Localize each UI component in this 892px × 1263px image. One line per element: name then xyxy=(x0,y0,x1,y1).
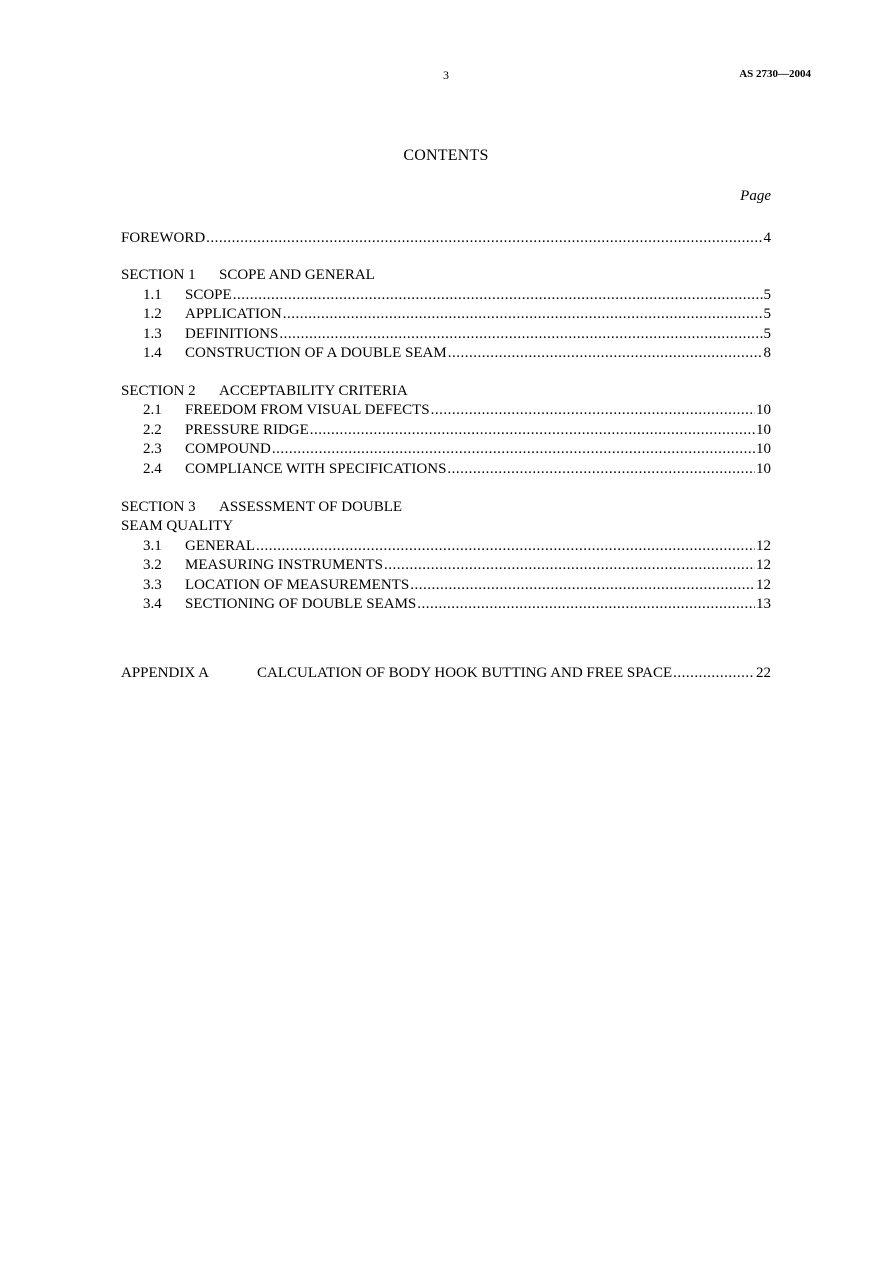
leader-dots xyxy=(384,555,755,575)
leader-dots xyxy=(431,400,755,420)
toc-entry-page: 22 xyxy=(756,665,771,681)
toc-entry-foreword[interactable] xyxy=(121,228,771,248)
toc-entry-label: DEFINITIONS xyxy=(185,326,279,342)
leader-dots xyxy=(417,594,755,614)
section-number: SECTION 2 xyxy=(121,383,196,399)
toc-entry-label: LOCATION OF MEASUREMENTS xyxy=(185,577,410,593)
toc-entry-label: PRESSURE RIDGE xyxy=(185,422,309,438)
toc-entry-label: COMPLIANCE WITH SPECIFICATIONS xyxy=(185,461,447,477)
section-title: ACCEPTABILITY CRITERIA xyxy=(219,383,408,399)
leader-dots xyxy=(673,663,755,683)
appendix-label: APPENDIX A xyxy=(121,665,209,681)
page-number: 3 xyxy=(443,68,449,82)
leader-dots xyxy=(272,439,755,459)
toc-entry-2-2[interactable] xyxy=(143,420,771,440)
toc-entry-3-4[interactable] xyxy=(143,594,771,614)
toc-entry-label: CALCULATION OF BODY HOOK BUTTING AND FREE SPACE xyxy=(257,665,673,681)
toc-entry-page: 10 xyxy=(756,441,771,457)
toc-entry-2-4[interactable] xyxy=(143,459,771,479)
toc-entry-3-2[interactable] xyxy=(143,555,771,575)
clause-number: 1.4 xyxy=(143,345,162,361)
contents-title: CONTENTS xyxy=(403,147,489,164)
clause-number: 3.3 xyxy=(143,577,162,593)
toc-entry-3-3[interactable] xyxy=(143,575,771,595)
toc-entry-page: 10 xyxy=(756,422,771,438)
clause-number: 1.1 xyxy=(143,287,162,303)
section-title: ASSESSMENT OF DOUBLE xyxy=(219,499,403,515)
clause-number: 3.2 xyxy=(143,557,162,573)
toc-entry-page: 8 xyxy=(763,345,771,361)
clause-number: 1.3 xyxy=(143,326,162,342)
clause-number: 1.2 xyxy=(143,306,162,322)
document-id: AS 2730—2004 xyxy=(739,68,811,80)
toc-entry-page: 5 xyxy=(763,287,771,303)
toc-entry-page: 12 xyxy=(756,557,771,573)
clause-number: 2.2 xyxy=(143,422,162,438)
section-number: SECTION 3 xyxy=(121,499,196,515)
clause-number: 3.4 xyxy=(143,596,162,612)
leader-dots xyxy=(279,324,762,344)
toc-entry-2-1[interactable] xyxy=(143,400,771,420)
toc-entry-1-4[interactable] xyxy=(143,343,771,363)
section-title-continued: SEAM QUALITY xyxy=(121,518,234,534)
leader-dots xyxy=(310,420,755,440)
leader-dots xyxy=(447,459,755,479)
toc-entry-page: 10 xyxy=(756,402,771,418)
clause-number: 2.1 xyxy=(143,402,162,418)
toc-entry-label: APPLICATION xyxy=(185,306,282,322)
toc-entry-label: MEASURING INSTRUMENTS xyxy=(185,557,383,573)
leader-dots xyxy=(448,343,763,363)
toc-entry-3-1[interactable] xyxy=(143,536,771,556)
clause-number: 3.1 xyxy=(143,538,162,554)
clause-number: 2.4 xyxy=(143,461,162,477)
section-heading-3-line2 xyxy=(121,516,233,536)
leader-dots xyxy=(410,575,755,595)
toc-entry-label: COMPOUND xyxy=(185,441,271,457)
toc-entry-page: 13 xyxy=(756,596,771,612)
leader-dots xyxy=(256,536,755,556)
toc-entry-label: SECTIONING OF DOUBLE SEAMS xyxy=(185,596,417,612)
toc-entry-1-2[interactable] xyxy=(143,304,771,324)
toc-entry-page: 10 xyxy=(756,461,771,477)
toc-entry-label: SCOPE xyxy=(185,287,232,303)
leader-dots xyxy=(283,304,763,324)
section-heading-2[interactable] xyxy=(121,381,408,401)
toc-entry-2-3[interactable] xyxy=(143,439,771,459)
section-heading-1[interactable] xyxy=(121,265,375,285)
leader-dots xyxy=(233,285,763,305)
toc-entry-appendix-a[interactable] xyxy=(121,663,771,683)
toc-entry-page: 5 xyxy=(763,326,771,342)
toc-entry-page: 5 xyxy=(763,306,771,322)
toc-entry-page: 4 xyxy=(763,230,771,246)
toc-entry-page: 12 xyxy=(756,577,771,593)
toc-entry-label: FOREWORD xyxy=(121,230,206,246)
toc-entry-1-1[interactable] xyxy=(143,285,771,305)
toc-entry-label: CONSTRUCTION OF A DOUBLE SEAM xyxy=(185,345,447,361)
section-title: SCOPE AND GENERAL xyxy=(219,267,375,283)
section-heading-3[interactable] xyxy=(121,497,402,517)
leader-dots xyxy=(206,228,762,248)
toc-entry-1-3[interactable] xyxy=(143,324,771,344)
section-number: SECTION 1 xyxy=(121,267,196,283)
page-column-label: Page xyxy=(740,188,771,204)
toc-entry-label: GENERAL xyxy=(185,538,255,554)
toc-entry-label: FREEDOM FROM VISUAL DEFECTS xyxy=(185,402,430,418)
clause-number: 2.3 xyxy=(143,441,162,457)
toc-entry-page: 12 xyxy=(756,538,771,554)
